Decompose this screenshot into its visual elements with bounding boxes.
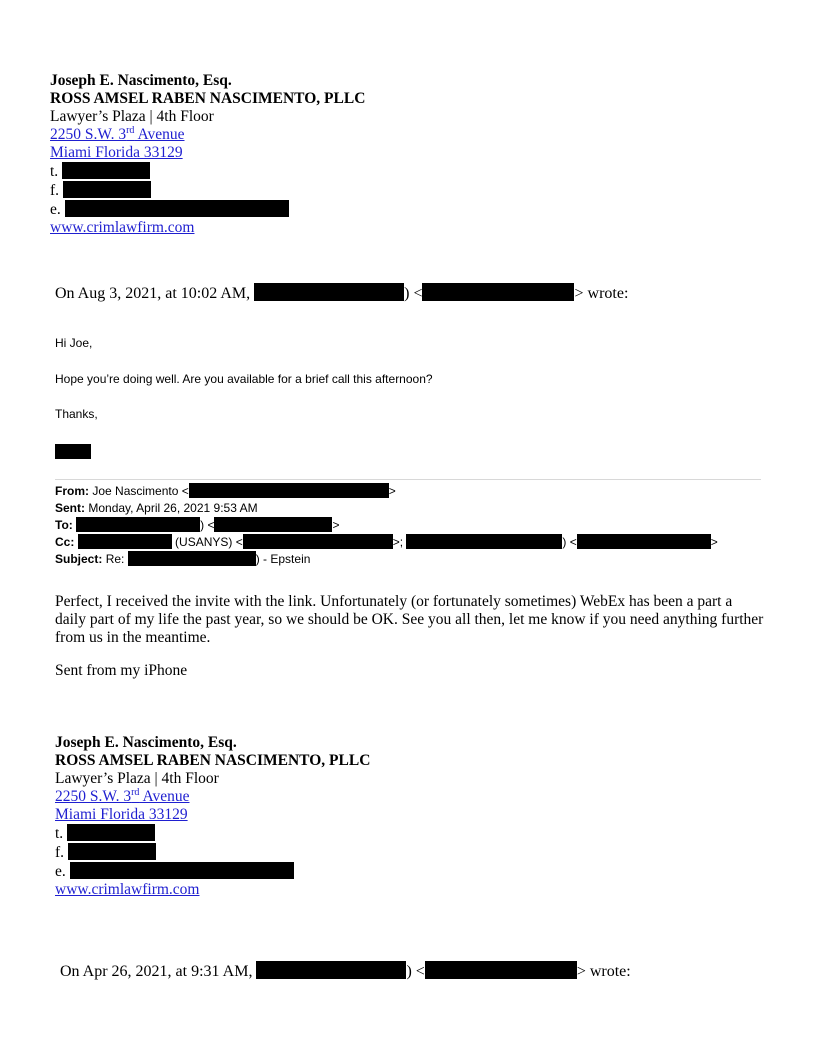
redaction bbox=[67, 824, 155, 841]
quote-attribution: On Apr 26, 2021, at 9:31 AM, ) < > wrote: bbox=[60, 963, 631, 980]
quote-attribution: On Aug 3, 2021, at 10:02 AM, ) < > wrote: bbox=[55, 285, 629, 302]
divider bbox=[55, 479, 761, 480]
redaction bbox=[422, 283, 574, 301]
address-street-link[interactable]: 2250 S.W. 3rd Avenue bbox=[50, 125, 185, 143]
redaction bbox=[76, 517, 200, 532]
website-link[interactable]: www.crimlawfirm.com bbox=[50, 219, 195, 236]
address-city-link[interactable]: Miami Florida 33129 bbox=[55, 806, 188, 823]
signature-building: Lawyer’s Plaza | 4th Floor bbox=[55, 770, 219, 787]
sent-row: Sent: Monday, April 26, 2021 9:53 AM bbox=[55, 501, 258, 515]
redaction bbox=[62, 162, 150, 179]
to-row: To: ) < > bbox=[55, 518, 340, 532]
signature-block bbox=[50, 72, 365, 237]
signature-building: Lawyer’s Plaza | 4th Floor bbox=[50, 108, 214, 125]
redaction bbox=[189, 483, 389, 498]
redaction bbox=[63, 181, 151, 198]
email-line: e. bbox=[50, 200, 365, 219]
redaction bbox=[577, 534, 711, 549]
redaction bbox=[68, 843, 156, 860]
email-signoff: Sent from my iPhone bbox=[55, 662, 188, 679]
redaction bbox=[65, 200, 289, 217]
signature-name: Joseph E. Nascimento, Esq. bbox=[55, 734, 237, 751]
signature-firm: ROSS AMSEL RABEN NASCIMENTO, PLLC bbox=[50, 90, 366, 107]
subject-row: Subject: Re: ) - Epstein bbox=[55, 552, 311, 566]
email-body: Perfect, I received the invite with the link. Unfortunately (or fortunately sometimes) WebEx has been a part a daily part of my life the past year, so we should be OK. See you all then, let me know if you need anything further from us in the meantime. bbox=[55, 593, 764, 646]
from-row: From: Joe Nascimento < > bbox=[55, 484, 396, 498]
email-header bbox=[55, 483, 718, 568]
phone-line: t. bbox=[55, 824, 370, 843]
redaction bbox=[254, 283, 404, 301]
address-city-link[interactable]: Miami Florida 33129 bbox=[50, 144, 183, 161]
redaction bbox=[70, 862, 294, 879]
signature-name: Joseph E. Nascimento, Esq. bbox=[50, 72, 232, 89]
redaction bbox=[55, 444, 91, 459]
cc-row: Cc: (USANYS) < >; ) < > bbox=[55, 535, 718, 549]
fax-line: f. bbox=[50, 181, 365, 200]
email-greeting: Hi Joe, bbox=[55, 336, 93, 350]
email-closing: Thanks, bbox=[55, 407, 98, 421]
redaction bbox=[425, 961, 577, 979]
phone-line: t. bbox=[50, 162, 365, 181]
signature-firm: ROSS AMSEL RABEN NASCIMENTO, PLLC bbox=[55, 752, 371, 769]
website-link[interactable]: www.crimlawfirm.com bbox=[55, 881, 200, 898]
address-street-link[interactable]: 2250 S.W. 3rd Avenue bbox=[55, 787, 190, 805]
redaction bbox=[128, 551, 256, 566]
redaction bbox=[243, 534, 393, 549]
redaction bbox=[406, 534, 562, 549]
signature-block bbox=[55, 734, 370, 899]
redaction bbox=[256, 961, 406, 979]
email-body: Hope you’re doing well. Are you available for a brief call this afternoon? bbox=[55, 372, 433, 386]
redaction bbox=[78, 534, 172, 549]
fax-line: f. bbox=[55, 843, 370, 862]
redaction bbox=[214, 517, 332, 532]
email-line: e. bbox=[55, 862, 370, 881]
